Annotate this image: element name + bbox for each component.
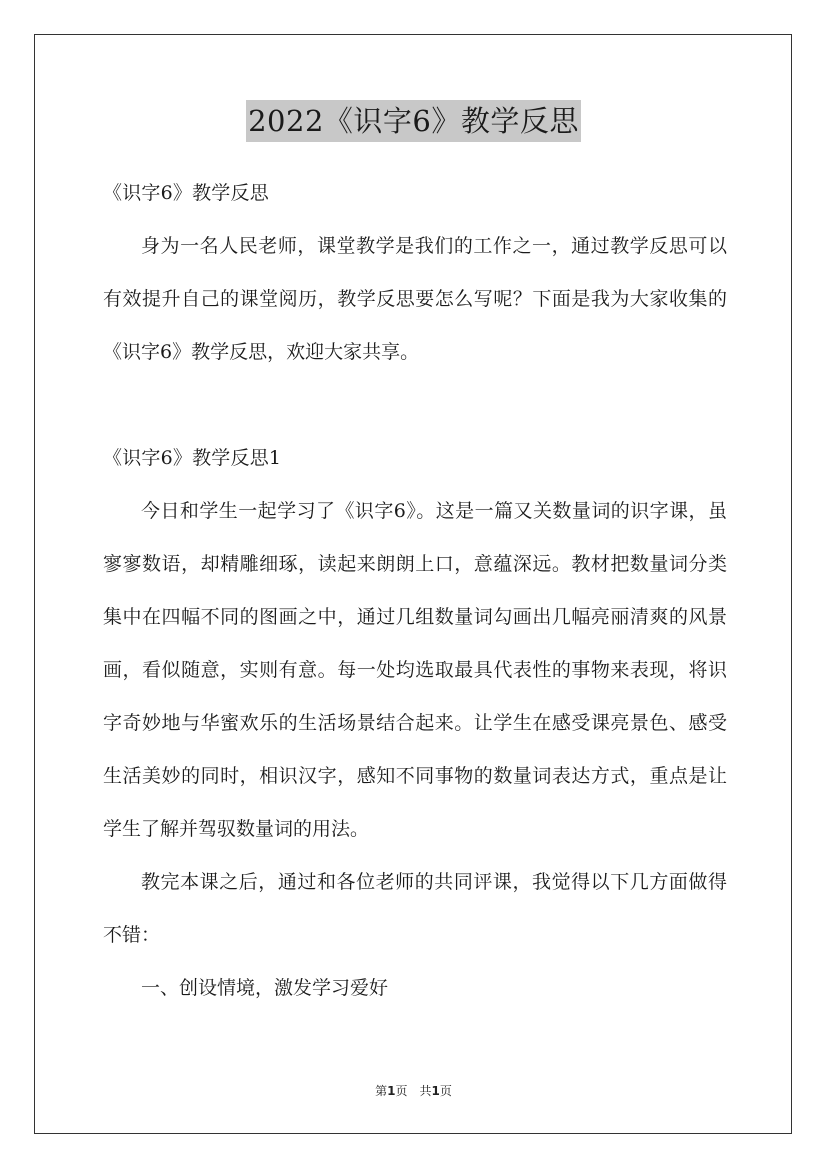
intro-paragraph: 身为一名人民老师，课堂教学是我们的工作之一，通过教学反思可以有效提升自己的课堂阅历，教学反思要怎么写呢？下面是我为大家收集的《识字6》教学反思，欢迎大家共享。 (103, 235, 727, 363)
document-heading: 《识字6》教学反思 (103, 182, 269, 204)
footer-total-pages: 1 (431, 1084, 440, 1098)
document-body (103, 167, 727, 1015)
blank-line (103, 379, 727, 432)
footer-prefix: 第 (375, 1084, 388, 1098)
title-container (0, 100, 827, 142)
footer-page-number: 1 (387, 1084, 396, 1098)
page-footer (0, 1082, 827, 1099)
body-paragraph: 教完本课之后，通过和各位老师的共同评课，我觉得以下几方面做得不错： (103, 871, 727, 946)
footer-mid: 页 共 (395, 1084, 432, 1098)
document-title: 2022《识字6》教学反思 (246, 100, 581, 142)
body-paragraph: 今日和学生一起学习了《识字6》。这是一篇又关数量词的识字课，虽寥寥数语，却精雕细琢，读起来朗朗上口，意蕴深远。教材把数量词分类集中在四幅不同的图画之中，通过几组数量词勾画出几幅亮丽清爽的风景画，看似随意，实则有意。每一处均选取最具代表性的事物来表现，将识字奇妙地与华蜜欢乐的生活场景结合起来。让学生在感受课亮景色、感受生活美妙的同时，相识汉字，感知不同事物的数量词表达方式，重点是让学生了解并驾驭数量词的用法。 (103, 500, 727, 840)
footer-suffix: 页 (439, 1084, 452, 1098)
section-heading: 《识字6》教学反思1 (103, 447, 282, 469)
point-heading: 一、创设情境，激发学习爱好 (141, 977, 389, 999)
